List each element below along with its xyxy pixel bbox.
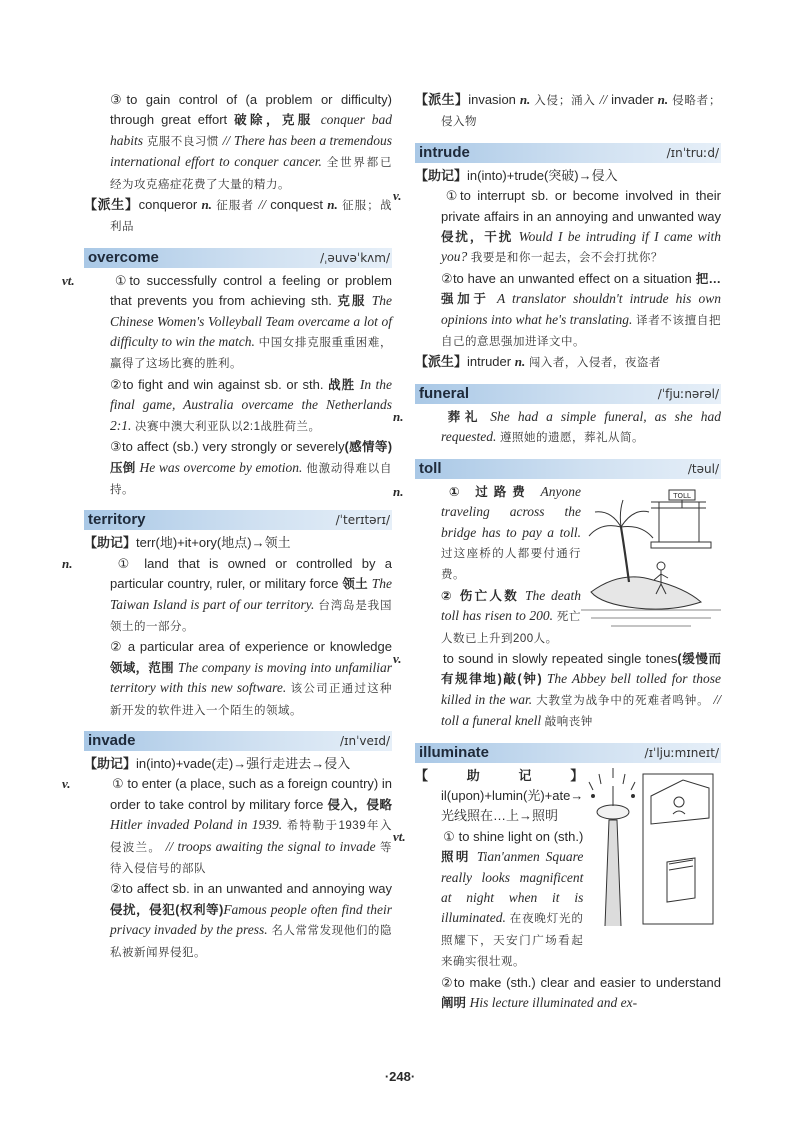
invade-sense-2: ②to affect sb. in an unwanted and annoying way 侵扰，侵犯(权利等)Famous people often find their privacy invaded by the press. 名人常常发现他们的隐私被新闻界侵犯。 — [110, 881, 392, 959]
headword: intrude — [419, 143, 470, 161]
headword: funeral — [419, 384, 470, 402]
overcome-sense-3: ③to affect (sb.) very strongly or severely(感情等)压倒 He was overcome by emotion. 他激动得难以自持。 — [110, 439, 393, 496]
toll-sense-2: ② 伤亡人数 The death toll has risen to 200. 死亡人数已上升到200人。 — [441, 587, 581, 645]
illuminate-text — [393, 766, 584, 973]
headword: invade — [88, 731, 136, 749]
phonetic: /ɪˈljuːmɪneɪt/ — [644, 745, 719, 760]
entry-header-funeral — [415, 384, 721, 404]
page-number: ·248· — [384, 1069, 416, 1084]
funeral-sense: n. 葬礼 She had a simple funeral, as she had requested. 遵照她的遗愿，葬礼从简。 — [393, 408, 721, 445]
conquer-sense-3: ③to gain control of (a problem or difficulty) through great effort 破除，克服 conquer bad habits 克服不良习惯 // There has been a tremendous international effort to conquer cancer. 全世界都已经为攻克癌症花费了大量的精力。 — [110, 92, 393, 191]
entry-header-territory — [84, 510, 392, 530]
phonetic: /ˌəuvəˈkʌm/ — [320, 250, 390, 265]
territory-mnemonic: 【助记】terr(地)+it+ory(地点)→领土 — [84, 535, 291, 551]
illuminate-block — [393, 766, 721, 973]
headword: overcome — [88, 248, 159, 266]
toll-sense-1: n. ① 过路费 Anyone traveling across the bridge has to pay a toll. 过这座桥的人都要付通行费。 — [393, 483, 581, 582]
phonetic: /ɪnˈveɪd/ — [339, 733, 390, 748]
invade-mnemonic: 【助记】in(into)+vade(走)→强行走进去→侵入 — [84, 755, 351, 771]
right-column — [393, 90, 721, 1013]
phonetic: /ɪnˈtruːd/ — [666, 145, 719, 160]
toll-text — [393, 482, 581, 649]
left-column — [62, 90, 393, 963]
intrude-derivatives: 【派生】intruder n. 闯入者，入侵者，夜盗者 — [415, 354, 661, 370]
illuminate-sense-2: ②to make (sth.) clear and easier to understand 阐明 His lecture illuminated and ex- — [441, 974, 721, 1011]
territory-sense-1: n. ① land that is owned or controlled by a particular country, ruler, or military force 领土 The Taiwan Island is part of our territory. 台湾岛是我国领土的一部分。 — [62, 555, 393, 633]
entry-header-intrude — [415, 143, 721, 163]
illuminate-mnemonic: 【助记】il(upon)+lumin(光)+ate→光线照在…上→照明 — [415, 767, 584, 824]
headword: toll — [419, 459, 442, 477]
toll-block — [393, 482, 721, 649]
entry-header-illuminate — [415, 743, 721, 763]
entry-header-toll — [415, 459, 721, 479]
overcome-sense-1: vt. ①to successfully control a feeling or problem that prevents you from achieving sth. 克服 The Chinese Women's Volleyball Team overcame a lot of difficulty to win the match. 中国女排克服重重困难，赢得了这场比赛的胜利。 — [62, 272, 392, 371]
intrude-sense-1: v. ①to interrupt sb. or become involved in their private affairs in an annoying and unwanted way 侵扰，干扰 Would I be intruding if I came with you? 我要是和你一起去，会不会打扰你？ — [393, 188, 721, 265]
entry-header-overcome — [84, 248, 392, 268]
intrude-sense-2: ②to have an unwanted effect on a situation 把…强加于 A translator shouldn't intrude his own opinions into what he's translating. 译者不该擅自把自己的意思强加进译文中。 — [441, 270, 721, 349]
overcome-sense-2: ②to fight and win against sb. or sth. 战胜 In the final game, Australia overcame the Netherlands 2:1. 决赛中澳大利亚队以2:1战胜荷兰。 — [110, 376, 392, 433]
invade-sense-1: v. ① to enter (a place, such as a foreign country) in order to take control by military force 侵入，侵略 Hitler invaded Poland in 1939. 希特勒于1939年入侵波兰。 // troops awaiting the signal to invade 等待入侵信号的部队 — [62, 776, 392, 875]
toll-sign-text: TOLL — [673, 491, 691, 500]
phonetic: /ˈfjuːnərəl/ — [657, 386, 719, 401]
conquer-derivatives: 【派生】conqueror n. 征服者 // conquest n. 征服；战利品 — [84, 197, 392, 234]
headword: illuminate — [419, 743, 490, 761]
toll-verb: v. to sound in slowly repeated single tones(缓慢而有规律地)敲(钟) The Abbey bell tolled for those killed in the war. 大教堂为战争中的死难者鸣钟。 // toll a funeral knell 敲响丧钟 — [393, 650, 721, 729]
intrude-mnemonic: 【助记】in(into)+trude(突破)→侵入 — [415, 167, 618, 183]
invade-derivatives: 【派生】invasion n. 入侵；涌入 // invader n. 侵略者；侵入物 — [415, 92, 721, 129]
entry-header-invade — [84, 731, 392, 751]
toll-booth-illustration — [581, 482, 721, 649]
headword: territory — [88, 511, 146, 529]
phonetic: /ˈterɪtərɪ/ — [335, 513, 390, 528]
street-lamp-illustration — [583, 766, 723, 973]
territory-sense-2: ② a particular area of experience or knowledge 领域，范围 The company is moving into unfamiliar territory with this new software. 该公司正通过这种新开发的软件进入一个陌生的领域。 — [110, 639, 392, 717]
illuminate-sense-1: vt. ① to shine light on (sth.) 照明 Tian'anmen Square really looks magnificent at night when it is illuminated. 在夜晚灯光的照耀下，天安门广场看起来确实很壮观。 — [393, 828, 584, 969]
phonetic: /təul/ — [687, 461, 719, 476]
